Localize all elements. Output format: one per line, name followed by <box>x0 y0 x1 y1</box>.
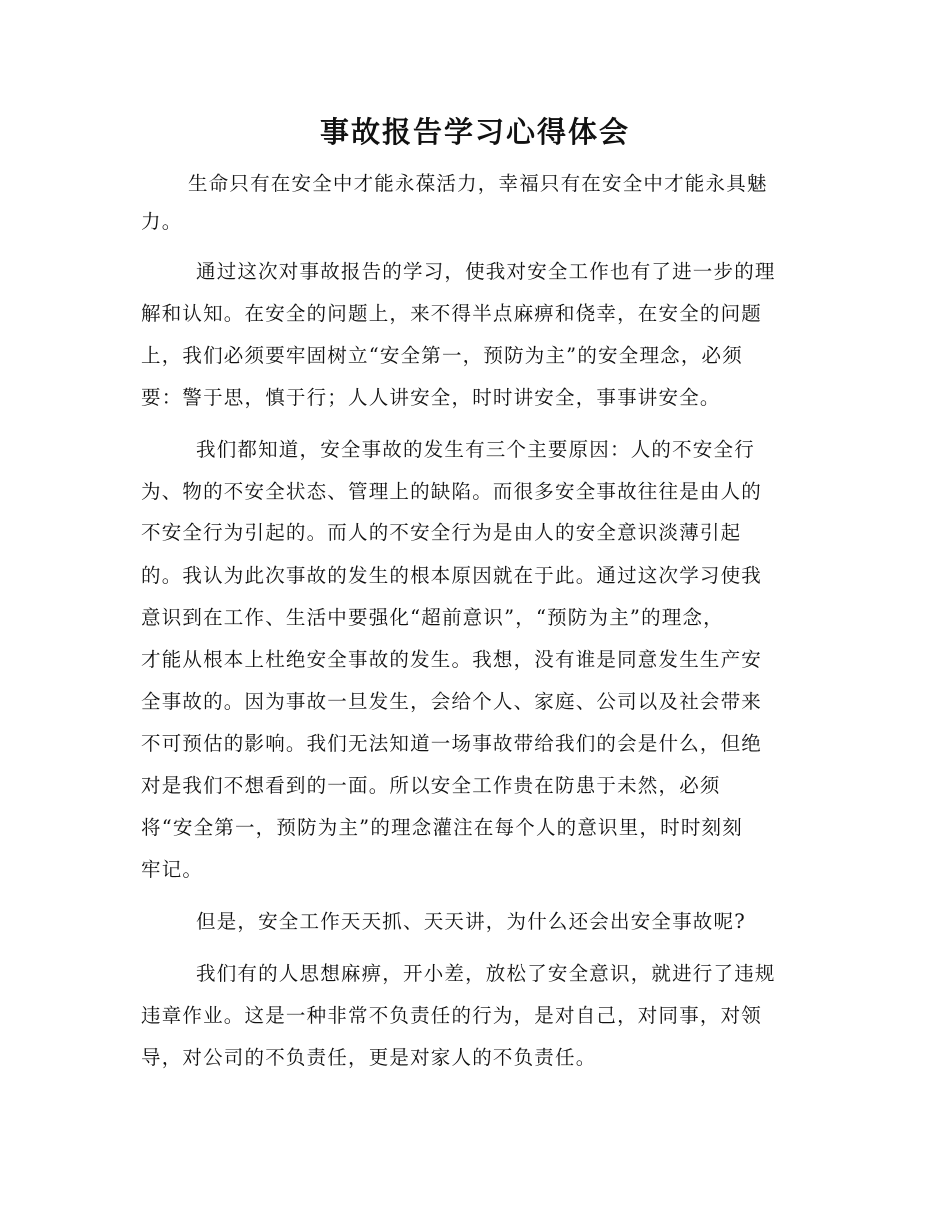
paragraph-3-line-2: 为、物的不安全状态、管理上的缺陷。而很多安全事故往往是由人的 <box>141 480 763 503</box>
paragraph-3-line-11: 牢记。 <box>141 858 204 881</box>
paragraph-5-line-1: 我们有的人思想麻痹，开小差，放松了安全意识，就进行了违规 <box>196 962 776 985</box>
paragraph-2-line-1: 通过这次对事故报告的学习，使我对安全工作也有了进一步的理 <box>196 260 776 283</box>
paragraph-2-line-2: 解和认知。在安全的问题上，来不得半点麻痹和侥幸，在安全的问题 <box>141 302 763 325</box>
paragraph-3-line-8: 不可预估的影响。我们无法知道一场事故带给我们的会是什么，但绝 <box>141 732 763 755</box>
paragraph-3-line-5: 意识到在工作、生活中要强化“超前意识”，“预防为主”的理念， <box>141 606 724 629</box>
paragraph-1-line-2: 力。 <box>141 210 183 233</box>
paragraph-2-line-3: 上，我们必须要牢固树立“安全第一，预防为主”的安全理念，必须 <box>141 344 743 367</box>
paragraph-4-line-1: 但是，安全工作天天抓、天天讲，为什么还会出安全事故呢? <box>196 910 746 933</box>
paragraph-5-line-3: 导，对公司的不负责任，更是对家人的不负责任。 <box>141 1046 597 1069</box>
paragraph-5-line-2: 违章作业。这是一种非常不负责任的行为，是对自己，对同事，对领 <box>141 1004 763 1027</box>
paragraph-3-line-3: 不安全行为引起的。而人的不安全行为是由人的安全意识淡薄引起 <box>141 521 742 544</box>
paragraph-3-line-9: 对是我们不想看到的一面。所以安全工作贵在防患于未然，必须 <box>141 774 721 797</box>
paragraph-3-line-1: 我们都知道，安全事故的发生有三个主要原因：人的不安全行 <box>196 438 755 461</box>
paragraph-1-line-1: 生命只有在安全中才能永葆活力，幸福只有在安全中才能永具魅 <box>188 172 768 195</box>
paragraph-3-line-10: 将“安全第一，预防为主”的理念灌注在每个人的意识里，时时刻刻 <box>141 816 743 839</box>
paragraph-3-line-6: 才能从根本上杜绝安全事故的发生。我想，没有谁是同意发生生产安 <box>141 648 763 671</box>
paragraph-3-line-4: 的。我认为此次事故的发生的根本原因就在于此。通过这次学习使我 <box>141 564 763 587</box>
page-title: 事故报告学习心得体会 <box>319 115 630 149</box>
paragraph-2-line-4: 要：警于思，慎于行；人人讲安全，时时讲安全，事事讲安全。 <box>141 386 721 409</box>
paragraph-3-line-7: 全事故的。因为事故一旦发生，会给个人、家庭、公司以及社会带来 <box>141 690 763 713</box>
